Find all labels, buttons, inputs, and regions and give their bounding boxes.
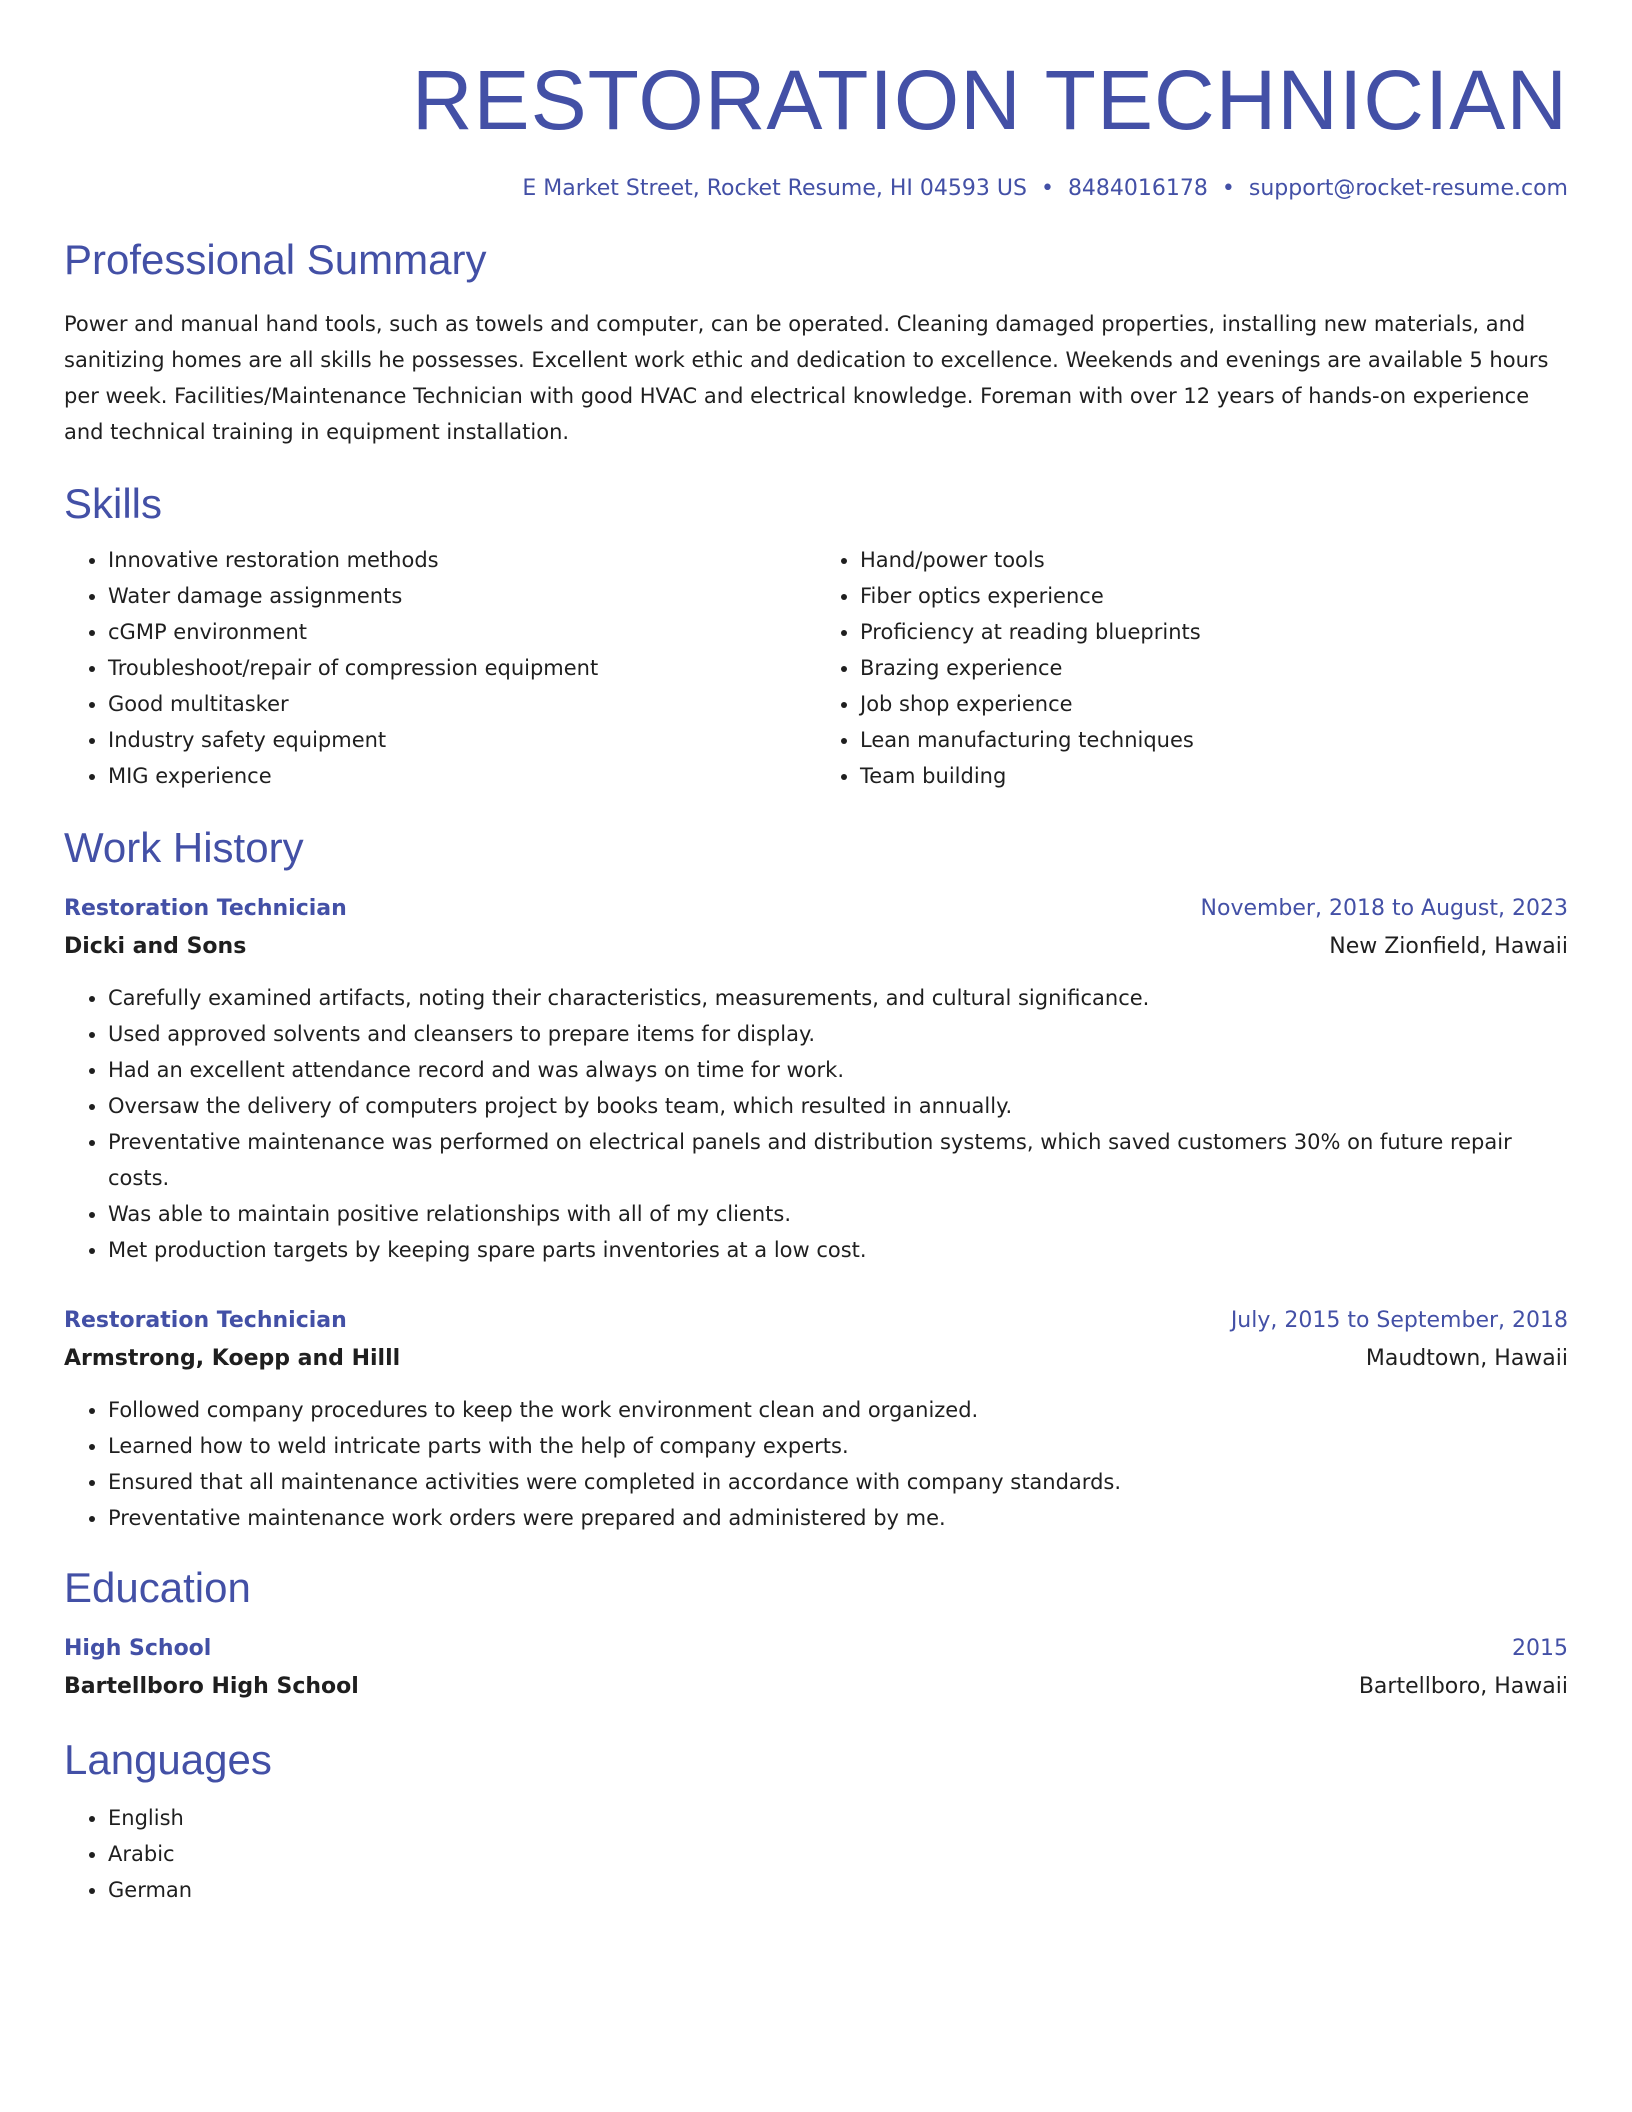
job-bullets — [64, 980, 1568, 1268]
job-subheader — [64, 1340, 1568, 1378]
job-bullet: • Was able to maintain positive relationships with all of my clients. — [108, 1196, 1568, 1232]
skill-item: • Team building — [860, 758, 1568, 794]
job-role: Restoration Technician — [64, 1308, 347, 1333]
job-bullet: • Met production targets by keeping spare parts inventories at a low cost. — [108, 1232, 1568, 1268]
work-heading: Work History — [64, 824, 304, 871]
job-bullet: • Preventative maintenance work orders were prepared and administered by me. — [108, 1500, 1568, 1536]
education-school: Bartellboro High School — [64, 1674, 359, 1699]
job-location: Maudtown, Hawaii — [1365, 1346, 1568, 1371]
languages-list — [64, 1800, 1568, 1908]
summary-text: Power and manual hand tools, such as towels and computer, can be operated. Cleaning damaged properties, installing new materials, and sanitizing homes are all skills he possesses. Excellent work ethic and dedication to excellence. Weekends and evenings are available 5 hours per week. Facilities/Maintenance Technician with good HVAC and electrical knowledge. Foreman with over 12 years of hands-on experience and technical training in equipment installation. — [64, 312, 1549, 444]
job-bullet: • Had an excellent attendance record and was always on time for work. — [108, 1052, 1568, 1088]
language-item: • German — [108, 1872, 1568, 1908]
job-bullets — [64, 1392, 1568, 1536]
skill-item: • Fiber optics experience — [860, 578, 1568, 614]
contact-email: support@rocket-resume.com — [1248, 176, 1568, 201]
job-role: Restoration Technician — [64, 896, 347, 921]
job-company: Armstrong, Koepp and Hilll — [64, 1346, 401, 1371]
job-bullet: • Learned how to weld intricate parts with the help of company experts. — [108, 1428, 1568, 1464]
languages-heading: Languages — [64, 1736, 272, 1783]
job-location: New Zionfield, Hawaii — [1329, 934, 1568, 959]
skills-list-right — [816, 542, 1568, 794]
job-company: Dicki and Sons — [64, 934, 247, 959]
job-dates: July, 2015 to September, 2018 — [1230, 1308, 1568, 1333]
job-entry — [64, 1302, 1568, 1536]
contact-phone: 8484016178 — [1067, 176, 1208, 201]
skills-columns — [64, 542, 1568, 794]
job-bullet: • Ensured that all maintenance activities were completed in accordance with company standards. — [108, 1464, 1568, 1500]
skill-item: • cGMP environment — [108, 614, 816, 650]
skill-item: • MIG experience — [108, 758, 816, 794]
skill-item: • Proficiency at reading blueprints — [860, 614, 1568, 650]
job-header — [64, 1302, 1568, 1340]
contact-separator: • — [1040, 176, 1054, 201]
education-year: 2015 — [1512, 1636, 1568, 1661]
skill-item: • Hand/power tools — [860, 542, 1568, 578]
job-subheader — [64, 928, 1568, 966]
job-bullet: • Carefully examined artifacts, noting their characteristics, measurements, and cultural significance. — [108, 980, 1568, 1016]
contact-separator: • — [1221, 176, 1235, 201]
education-entry — [64, 1630, 1568, 1706]
skills-list-left — [64, 542, 816, 794]
skill-item: • Water damage assignments — [108, 578, 816, 614]
skill-item: • Innovative restoration methods — [108, 542, 816, 578]
education-header — [64, 1630, 1568, 1668]
skill-item: • Industry safety equipment — [108, 722, 816, 758]
contact-address: E Market Street, Rocket Resume, HI 04593 US — [522, 176, 1027, 201]
job-bullet: • Preventative maintenance was performed on electrical panels and distribution systems, which saved customers 30% on future repair costs. — [108, 1124, 1568, 1196]
education-degree: High School — [64, 1636, 212, 1661]
contact-line — [64, 174, 1568, 204]
summary-heading: Professional Summary — [64, 236, 487, 283]
job-bullet: • Oversaw the delivery of computers project by books team, which resulted in annually. — [108, 1088, 1568, 1124]
job-dates: November, 2018 to August, 2023 — [1200, 896, 1568, 921]
education-location: Bartellboro, Hawaii — [1358, 1674, 1568, 1699]
education-heading: Education — [64, 1564, 251, 1611]
skills-heading: Skills — [64, 480, 163, 527]
skill-item: • Lean manufacturing techniques — [860, 722, 1568, 758]
skill-item: • Good multitasker — [108, 686, 816, 722]
skill-item: • Brazing experience — [860, 650, 1568, 686]
job-entry — [64, 890, 1568, 1268]
education-subheader — [64, 1668, 1568, 1706]
job-bullet: • Used approved solvents and cleansers to prepare items for display. — [108, 1016, 1568, 1052]
skill-item: • Job shop experience — [860, 686, 1568, 722]
job-header — [64, 890, 1568, 928]
language-item: • English — [108, 1800, 1568, 1836]
language-item: • Arabic — [108, 1836, 1568, 1872]
skill-item: • Troubleshoot/repair of compression equipment — [108, 650, 816, 686]
resume-name: RESTORATION TECHNICIAN — [411, 53, 1568, 147]
job-bullet: • Followed company procedures to keep the work environment clean and organized. — [108, 1392, 1568, 1428]
